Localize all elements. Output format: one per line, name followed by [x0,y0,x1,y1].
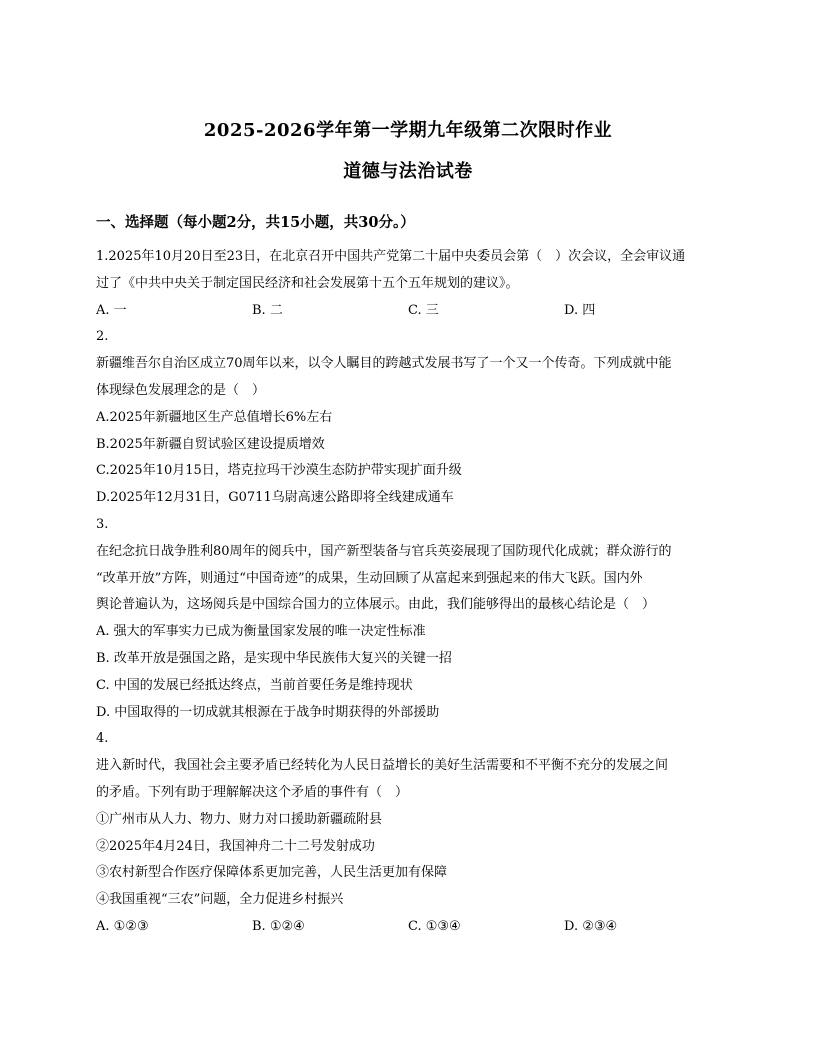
q4-item-4: ④我国重视“三农”问题，全力促进乡村振兴 [96,892,344,908]
q3-number: 3. [96,516,109,532]
q1-stem-line-1: 1.2025年10月20日至23日，在北京召开中国共产党第二十届中央委员会第（ ）次会议，全会审议通 [96,249,686,264]
q2-option-d: D.2025年12月31日，G0711乌尉高速公路即将全线建成通车 [96,490,454,506]
questions [96,244,716,941]
q1-option-d: D. 四 [564,302,596,318]
q4-item-1: ①广州市从人力、物力、财力对口援助新疆疏附县 [96,811,383,827]
section-heading: 一、选择题（每小题2分，共15小题，共30分。） [96,214,415,231]
q2-option-a: A.2025年新疆地区生产总值增长6%左右 [96,409,333,425]
exam-title: 2025-2026学年第一学期九年级第二次限时作业 [203,120,613,141]
q1-stem-line-2: 过了《中共中央关于制定国民经济和社会发展第十五个五年规划的建议》。 [96,275,519,291]
q4-item-3: ③农村新型合作医疗保障体系更加完善，人民生活更加有保障 [96,865,448,881]
q2-stem-line-1: 新疆维吾尔自治区成立70周年以来，以令人瞩目的跨越式发展书写了一个又一个传奇。下列成就中能 [96,356,672,372]
q2-number: 2. [96,329,109,345]
q4-option-d: D. ②③④ [564,918,618,934]
q3-option-b: B. 改革开放是强国之路，是实现中华民族伟大复兴的关键一招 [96,650,452,666]
q2-option-c: C.2025年10月15日，塔克拉玛干沙漠生态防护带实现扩面升级 [96,463,462,479]
q4-options [96,914,716,941]
q3-option-a: A. 强大的军事实力已成为衡量国家发展的唯一决定性标准 [96,624,426,640]
q4-number: 4. [96,731,109,747]
q1-option-c: C. 三 [408,302,439,318]
q1-option-b: B. 二 [252,302,283,318]
q1-options [96,298,716,325]
q3-stem-line-2: “改革开放”方阵，则通过“中国奇迹”的成果，生动回顾了从富起来到强起来的伟大飞跃。国内外 [96,570,643,586]
q2-option-b: B.2025年新疆自贸试验区建设提质增效 [96,436,325,452]
q4-option-b: B. ①②④ [252,918,305,934]
q4-item-2: ②2025年4月24日，我国神舟二十二号发射成功 [96,838,375,854]
exam-subtitle: 道德与法治试卷 [343,161,473,182]
q4-option-a: A. ①②③ [96,918,149,934]
q3-stem-line-3: 舆论普遍认为，这场阅兵是中国综合国力的立体展示。由此，我们能够得出的最核心结论是（ ） [96,597,656,613]
q1-option-a: A. 一 [96,302,127,318]
q4-stem-line-2: 的矛盾。下列有助于理解解决这个矛盾的事件有（ ） [96,784,409,800]
q3-stem-line-1: 在纪念抗日战争胜利80周年的阅兵中，国产新型装备与官兵英姿展现了国防现代化成就；群众游行的 [96,543,672,559]
q3-option-d: D. 中国取得的一切成就其根源在于战争时期获得的外部援助 [96,704,440,720]
q4-option-c: C. ①③④ [408,918,461,934]
q4-stem-line-1: 进入新时代，我国社会主要矛盾已经转化为人民日益增长的美好生活需要和不平衡不充分的发展之间 [96,758,669,774]
q2-stem-line-2: 体现绿色发展理念的是（ ） [96,382,266,398]
q3-option-c: C. 中国的发展已经抵达终点，当前首要任务是维持现状 [96,677,413,693]
